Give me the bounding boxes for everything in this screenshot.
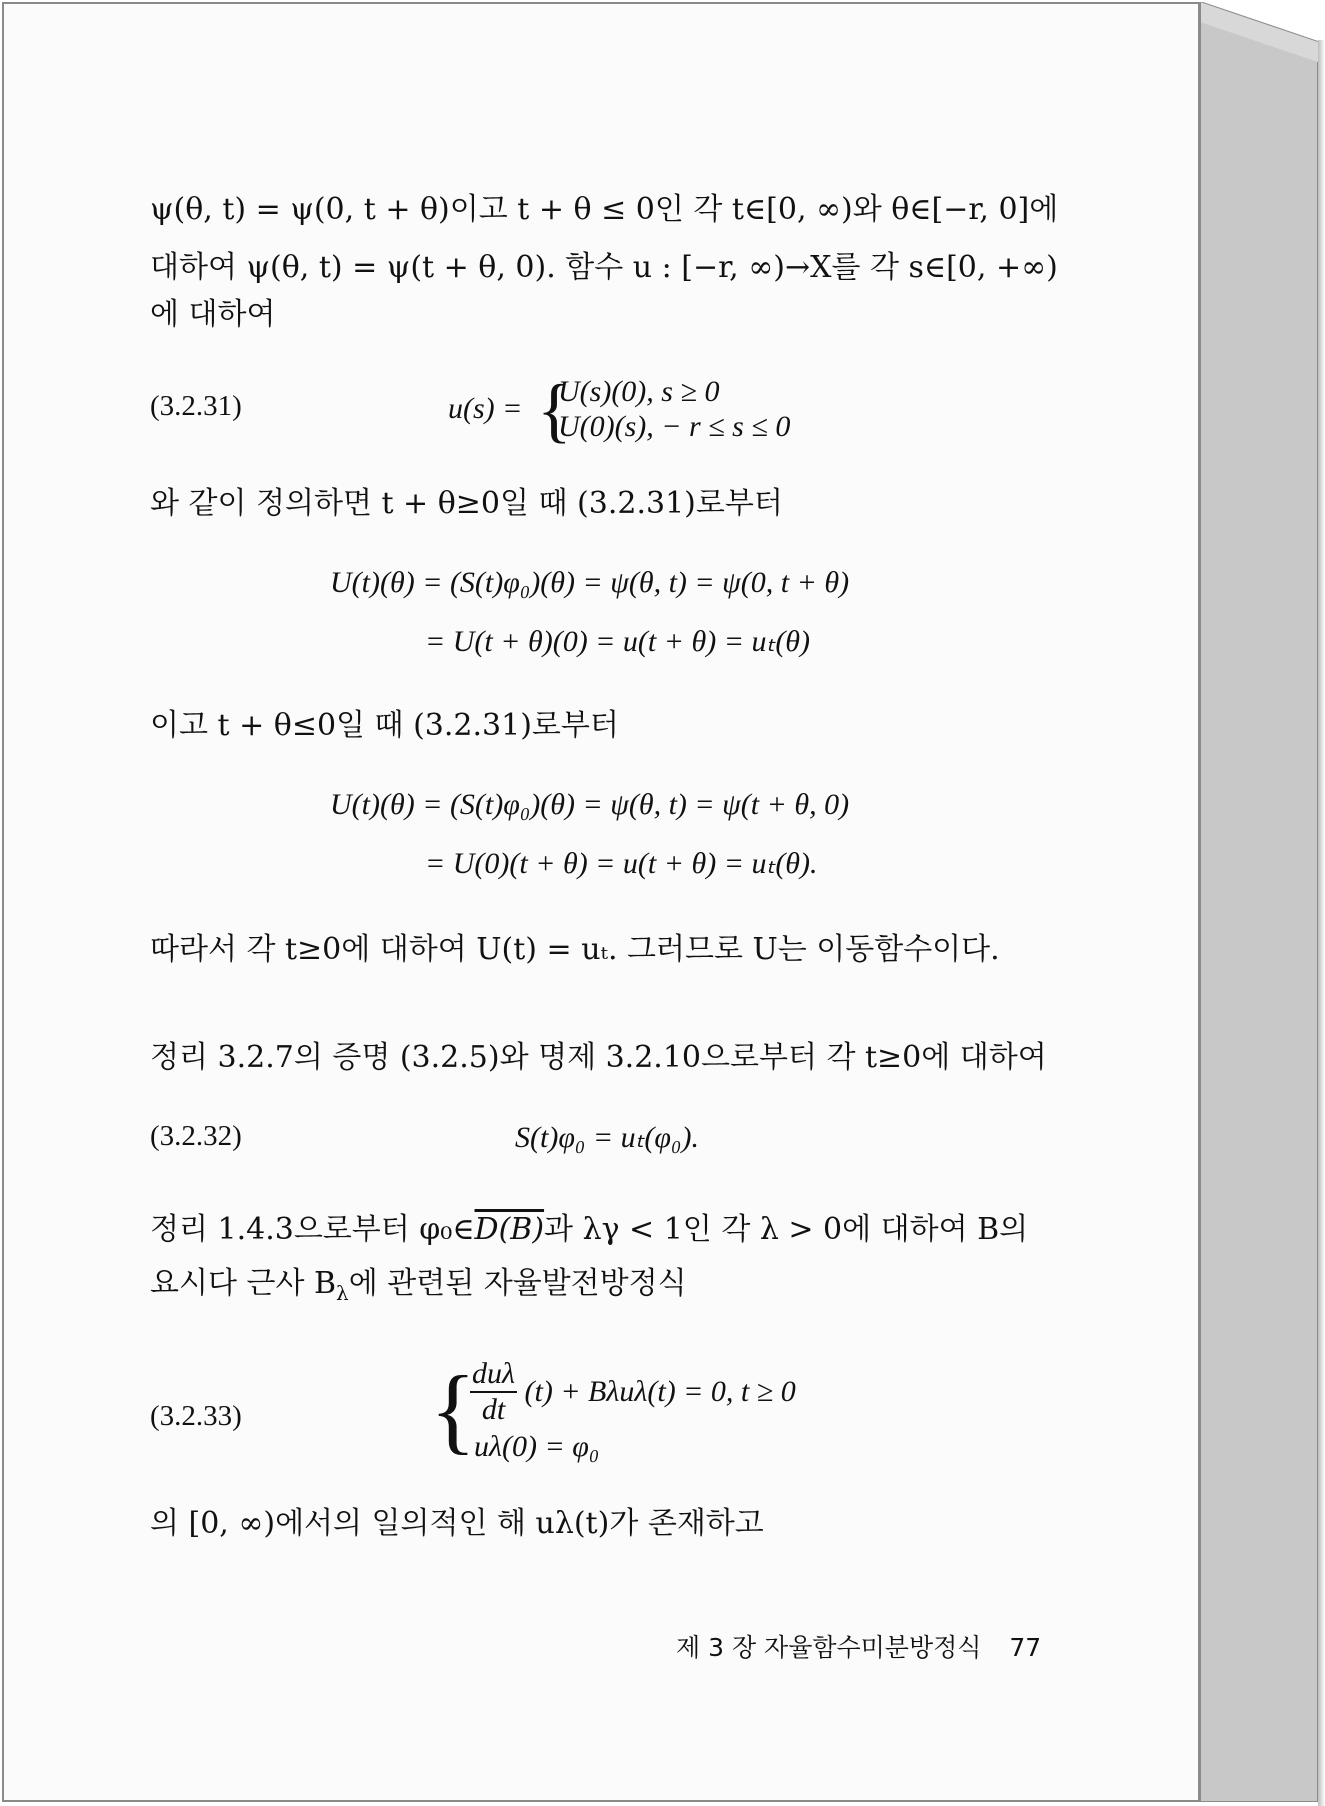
text-line-9-subscript: λ <box>336 1281 349 1305</box>
text-line-6: 따라서 각 t≥0에 대하여 U(t) = uₜ. 그러므로 U는 이동함수이다. <box>150 932 1000 967</box>
equation-number-3-2-31: (3.2.31) <box>150 390 242 422</box>
equation-3-2-31-brace: { <box>537 370 572 450</box>
text-line-9-part-2: 에 관련된 자율발전방정식 <box>348 1266 687 1301</box>
book-edge-graphic <box>1200 2 1318 1802</box>
text-line-9 <box>150 1264 687 1313</box>
equation-3-2-33-row-1 <box>470 1357 796 1427</box>
display-equation-a-row-2: = U(t + θ)(0) = u(t + θ) = uₜ(θ) <box>425 625 811 658</box>
display-equation-a-row-1: U(t)(θ) = (S(t)φ₀)(θ) = ψ(θ, t) = ψ(0, t + θ) <box>330 566 850 599</box>
book-edge <box>1200 2 1318 1802</box>
text-line-8-part-2: 과 λγ < 1인 각 λ > 0에 대하여 B의 <box>544 1212 1029 1247</box>
text-line-8 <box>150 1210 1028 1250</box>
footer-chapter-title: 제 3 장 자율함수미분방정식 <box>676 1633 982 1662</box>
closure-domain: D(B) <box>474 1212 545 1247</box>
text-line-9-part-1: 요시다 근사 B <box>150 1266 337 1301</box>
fraction-numerator: duλ <box>470 1357 517 1393</box>
text-line-5: 이고 t + θ≤0일 때 (3.2.31)로부터 <box>150 708 619 743</box>
equation-3-2-31-case-2: U(0)(s), − r ≤ s ≤ 0 <box>558 410 791 443</box>
text-line-8-part-1: 정리 1.4.3으로부터 φ₀∈ <box>150 1212 475 1247</box>
fraction-denominator: dt <box>481 1393 506 1426</box>
equation-number-3-2-33: (3.2.33) <box>150 1400 242 1432</box>
text-line-1: ψ(θ, t) = ψ(0, t + θ)이고 t + θ ≤ 0인 각 t∈[0, ∞)와 θ∈[−r, 0]에 <box>150 192 1059 227</box>
equation-3-2-32: S(t)φ₀ = uₜ(φ₀). <box>515 1121 699 1154</box>
text-line-2: 대하여 ψ(θ, t) = ψ(t + θ, 0). 함수 u : [−r, ∞)→X를 각 s∈[0, +∞) <box>150 250 1058 285</box>
text-line-3: 에 대하여 <box>150 297 276 332</box>
equation-3-2-33-brace: { <box>430 1356 477 1463</box>
display-equation-b-row-1: U(t)(θ) = (S(t)φ₀)(θ) = ψ(θ, t) = ψ(t + θ, 0) <box>330 788 850 821</box>
page-shadow <box>1318 40 1325 1806</box>
display-equation-b-row-2: = U(0)(t + θ) = u(t + θ) = uₜ(θ). <box>425 847 818 880</box>
equation-3-2-31-lhs: u(s) = <box>448 392 523 425</box>
page-number: 77 <box>1009 1633 1042 1662</box>
running-footer <box>676 1628 1041 1664</box>
equation-3-2-33-row-2: uλ(0) = φ₀ <box>474 1430 600 1463</box>
text-line-10: 의 [0, ∞)에서의 일의적인 해 uλ(t)가 존재하고 <box>150 1506 764 1541</box>
derivative-fraction <box>470 1357 517 1427</box>
text-line-7: 정리 3.2.7의 증명 (3.2.5)와 명제 3.2.10으로부터 각 t≥0에 대하여 <box>150 1040 1047 1075</box>
equation-number-3-2-32: (3.2.32) <box>150 1120 242 1152</box>
text-line-4: 와 같이 정의하면 t + θ≥0일 때 (3.2.31)로부터 <box>150 486 783 521</box>
equation-3-2-33-row-1-rest: (t) + Bλuλ(t) = 0, t ≥ 0 <box>524 1375 796 1408</box>
equation-3-2-31-case-1: U(s)(0), s ≥ 0 <box>558 375 720 408</box>
